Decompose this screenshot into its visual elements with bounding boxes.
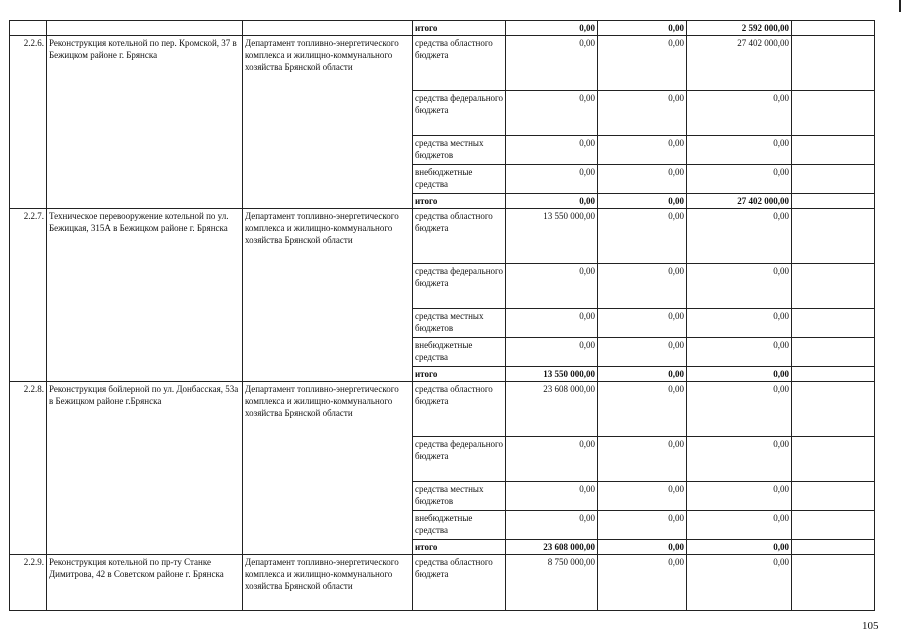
amount-cell: 0,00 — [598, 136, 687, 165]
blank-cell — [792, 482, 875, 511]
funding-source-cell: средства местных бюджетов — [413, 482, 506, 511]
amount-cell: 0,00 — [687, 209, 792, 264]
code-cell: 2.2.9. — [10, 555, 47, 611]
blank-cell — [792, 36, 875, 91]
amount-cell: 2 592 000,00 — [687, 21, 792, 36]
amount-cell: 0,00 — [687, 264, 792, 309]
amount-cell: 0,00 — [506, 511, 598, 540]
blank-cell — [792, 555, 875, 611]
project-name-cell — [47, 21, 243, 36]
amount-cell: 0,00 — [506, 36, 598, 91]
amount-cell: 0,00 — [598, 194, 687, 209]
amount-cell: 0,00 — [598, 21, 687, 36]
amount-cell: 0,00 — [687, 382, 792, 437]
amount-cell: 27 402 000,00 — [687, 36, 792, 91]
page-number: 105 — [862, 620, 879, 632]
funding-source-cell: средства областного бюджета — [413, 382, 506, 437]
blank-cell — [792, 136, 875, 165]
amount-cell: 0,00 — [687, 482, 792, 511]
funding-source-cell: итого — [413, 540, 506, 555]
executor-cell: Департамент топливно-энергетического комплекса и жилищно-коммунального хозяйства Брянской области — [243, 209, 413, 382]
amount-cell: 0,00 — [506, 136, 598, 165]
blank-cell — [792, 309, 875, 338]
amount-cell: 13 550 000,00 — [506, 209, 598, 264]
amount-cell: 0,00 — [598, 367, 687, 382]
amount-cell: 0,00 — [687, 309, 792, 338]
funding-source-cell: средства федерального бюджета — [413, 91, 506, 136]
amount-cell: 0,00 — [598, 482, 687, 511]
amount-cell: 13 550 000,00 — [506, 367, 598, 382]
project-name-cell: Техническое перевооружение котельной по ул. Бежицкая, 315А в Бежицком районе г. Брянска — [47, 209, 243, 382]
project-name-cell: Реконструкция котельной по пр-ту Станке Димитрова, 42 в Советском районе г. Брянска — [47, 555, 243, 611]
funding-source-cell: итого — [413, 194, 506, 209]
amount-cell: 0,00 — [598, 555, 687, 611]
blank-cell — [792, 511, 875, 540]
amount-cell: 0,00 — [687, 136, 792, 165]
code-cell: 2.2.6. — [10, 36, 47, 209]
project-name-cell: Реконструкция котельной по пер. Кромской, 37 в Бежицком районе г. Брянска — [47, 36, 243, 209]
funding-source-cell: итого — [413, 367, 506, 382]
budget-table — [9, 20, 875, 611]
blank-cell — [792, 165, 875, 194]
table-row — [10, 209, 875, 264]
funding-source-cell: средства областного бюджета — [413, 555, 506, 611]
amount-cell: 0,00 — [687, 91, 792, 136]
blank-cell — [792, 540, 875, 555]
scan-edge-mark — [899, 0, 901, 12]
blank-cell — [792, 209, 875, 264]
amount-cell: 0,00 — [687, 555, 792, 611]
code-cell: 2.2.7. — [10, 209, 47, 382]
amount-cell: 0,00 — [506, 165, 598, 194]
amount-cell: 0,00 — [598, 437, 687, 482]
amount-cell: 0,00 — [598, 209, 687, 264]
table-row — [10, 36, 875, 91]
project-name-cell: Реконструкция бойлерной по ул. Донбасская, 53а в Бежицком районе г.Брянска — [47, 382, 243, 555]
blank-cell — [792, 382, 875, 437]
executor-cell: Департамент топливно-энергетического комплекса и жилищно-коммунального хозяйства Брянской области — [243, 555, 413, 611]
amount-cell: 0,00 — [506, 338, 598, 367]
funding-source-cell: средства федерального бюджета — [413, 264, 506, 309]
amount-cell: 27 402 000,00 — [687, 194, 792, 209]
amount-cell: 0,00 — [506, 91, 598, 136]
amount-cell: 23 608 000,00 — [506, 540, 598, 555]
amount-cell: 0,00 — [598, 338, 687, 367]
table-row — [10, 382, 875, 437]
table-row — [10, 21, 875, 36]
funding-source-cell: средства областного бюджета — [413, 209, 506, 264]
funding-source-cell: итого — [413, 21, 506, 36]
amount-cell: 0,00 — [506, 437, 598, 482]
funding-source-cell: средства областного бюджета — [413, 36, 506, 91]
amount-cell: 8 750 000,00 — [506, 555, 598, 611]
amount-cell: 0,00 — [598, 511, 687, 540]
amount-cell: 0,00 — [687, 165, 792, 194]
amount-cell: 0,00 — [506, 21, 598, 36]
amount-cell: 0,00 — [687, 437, 792, 482]
blank-cell — [792, 338, 875, 367]
funding-source-cell: внебюджетные средства — [413, 338, 506, 367]
amount-cell: 0,00 — [598, 540, 687, 555]
amount-cell: 0,00 — [687, 540, 792, 555]
amount-cell: 0,00 — [506, 482, 598, 511]
amount-cell: 0,00 — [687, 338, 792, 367]
amount-cell: 0,00 — [598, 91, 687, 136]
blank-cell — [792, 264, 875, 309]
amount-cell: 0,00 — [598, 165, 687, 194]
blank-cell — [792, 437, 875, 482]
funding-source-cell: средства местных бюджетов — [413, 309, 506, 338]
amount-cell: 0,00 — [598, 382, 687, 437]
amount-cell: 0,00 — [506, 194, 598, 209]
funding-source-cell: внебюджетные средства — [413, 165, 506, 194]
amount-cell: 23 608 000,00 — [506, 382, 598, 437]
amount-cell: 0,00 — [506, 309, 598, 338]
amount-cell: 0,00 — [598, 264, 687, 309]
executor-cell: Департамент топливно-энергетического комплекса и жилищно-коммунального хозяйства Брянской области — [243, 36, 413, 209]
code-cell: 2.2.8. — [10, 382, 47, 555]
blank-cell — [792, 367, 875, 382]
amount-cell: 0,00 — [598, 309, 687, 338]
code-cell — [10, 21, 47, 36]
funding-source-cell: средства местных бюджетов — [413, 136, 506, 165]
blank-cell — [792, 21, 875, 36]
amount-cell: 0,00 — [687, 511, 792, 540]
amount-cell: 0,00 — [687, 367, 792, 382]
executor-cell: Департамент топливно-энергетического комплекса и жилищно-коммунального хозяйства Брянской области — [243, 382, 413, 555]
funding-source-cell: внебюджетные средства — [413, 511, 506, 540]
amount-cell: 0,00 — [506, 264, 598, 309]
blank-cell — [792, 91, 875, 136]
amount-cell: 0,00 — [598, 36, 687, 91]
funding-source-cell: средства федерального бюджета — [413, 437, 506, 482]
table-row — [10, 555, 875, 611]
executor-cell — [243, 21, 413, 36]
blank-cell — [792, 194, 875, 209]
budget-table-body — [10, 21, 875, 611]
